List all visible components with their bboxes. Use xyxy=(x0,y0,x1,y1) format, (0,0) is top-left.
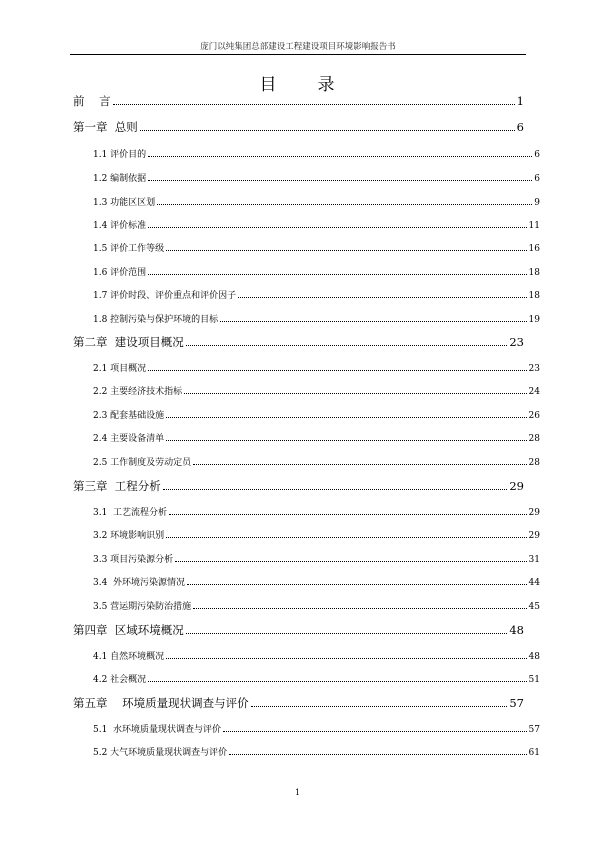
toc-section-entry[interactable] xyxy=(93,599,540,612)
toc-dot-leader xyxy=(238,297,526,298)
toc-entry-label: 2.2 主要经济技术指标 xyxy=(93,387,183,397)
toc-title-char-2: 录 xyxy=(317,75,336,95)
toc-entry-page: 6 xyxy=(534,150,540,160)
toc-dot-leader xyxy=(193,464,526,465)
toc-section-entry[interactable] xyxy=(93,147,540,160)
toc-section-entry[interactable] xyxy=(93,575,540,588)
toc-entry-page: 19 xyxy=(528,315,540,325)
toc-entry-page: 28 xyxy=(528,434,540,444)
toc-entry-page: 26 xyxy=(528,411,540,421)
toc-entry-label: 3.5 营运期污染防治措施 xyxy=(93,602,192,612)
toc-dot-leader xyxy=(163,489,508,490)
toc-section-entry[interactable] xyxy=(93,672,540,685)
toc-entry-page: 6 xyxy=(534,174,540,184)
toc-entry-label: 第二章 建设项目概况 xyxy=(73,335,184,349)
toc-entry-label: 1.7 评价时段、评价重点和评价因子 xyxy=(93,291,237,301)
toc-dot-leader xyxy=(166,658,526,659)
toc-entry-page: 51 xyxy=(528,675,540,685)
toc-dot-leader xyxy=(166,537,526,538)
toc-chapter-entry[interactable] xyxy=(73,119,524,135)
toc-entry-label: 1.8 控制污染与保护环境的目标 xyxy=(93,315,219,325)
toc-section-entry[interactable] xyxy=(93,722,540,735)
toc-entry-page: 24 xyxy=(528,387,540,397)
toc-section-entry[interactable] xyxy=(93,361,540,374)
toc-dot-leader xyxy=(186,345,508,346)
toc-section-entry[interactable] xyxy=(93,552,540,565)
toc-section-entry[interactable] xyxy=(93,384,540,397)
toc-dot-leader xyxy=(187,584,527,585)
toc-entry-label: 1.5 评价工作等级 xyxy=(93,244,165,254)
toc-entry-label: 第一章 总则 xyxy=(73,120,138,134)
toc-entry-label: 2.3 配套基础设施 xyxy=(93,411,165,421)
toc-entry-page: 1 xyxy=(516,94,524,108)
toc-dot-leader xyxy=(148,227,526,228)
toc-entry-label: 第三章 工程分析 xyxy=(73,479,161,493)
toc-section-entry[interactable] xyxy=(93,288,540,301)
toc-entry-page: 29 xyxy=(509,479,524,493)
toc-entry-label: 前 言 xyxy=(73,94,111,108)
toc-title xyxy=(0,70,595,95)
toc-entry-page: 61 xyxy=(528,748,540,758)
running-header: 庞门以纯集团总部建设工程建设项目环境影响报告书 xyxy=(200,42,396,52)
toc-dot-leader xyxy=(140,130,515,131)
toc-chapter-entry[interactable] xyxy=(73,622,524,638)
toc-entry-label: 5.2 大气环境质量现状调查与评价 xyxy=(93,748,228,758)
toc-dot-leader xyxy=(166,250,526,251)
toc-entry-page: 28 xyxy=(528,458,540,468)
toc-entry-label: 4.1 自然环境概况 xyxy=(93,652,165,662)
toc-dot-leader xyxy=(113,104,515,105)
toc-entry-page: 23 xyxy=(528,364,540,374)
toc-entry-label: 1.4 评价标准 xyxy=(93,221,147,231)
toc-section-entry[interactable] xyxy=(93,745,540,758)
toc-section-entry[interactable] xyxy=(93,455,540,468)
toc-section-entry[interactable] xyxy=(93,241,540,254)
toc-dot-leader xyxy=(169,514,527,515)
toc-entry-label: 1.1 评价目的 xyxy=(93,150,147,160)
header-rule xyxy=(70,54,526,55)
toc-dot-leader xyxy=(223,731,527,732)
toc-dot-leader xyxy=(251,706,508,707)
toc-entry-page: 18 xyxy=(528,291,540,301)
toc-section-entry[interactable] xyxy=(93,218,540,231)
toc-entry-label: 5.1 水环境质量现状调查与评价 xyxy=(93,725,222,735)
toc-entry-label: 1.2 编制依据 xyxy=(93,174,147,184)
toc-entry-page: 11 xyxy=(528,221,540,231)
toc-dot-leader xyxy=(184,393,526,394)
toc-chapter-entry[interactable] xyxy=(73,93,524,109)
toc-dot-leader xyxy=(186,633,508,634)
toc-entry-page: 45 xyxy=(528,602,540,612)
toc-section-entry[interactable] xyxy=(93,408,540,421)
toc-chapter-entry[interactable] xyxy=(73,695,524,711)
toc-entry-page: 57 xyxy=(528,725,540,735)
toc-section-entry[interactable] xyxy=(93,195,540,208)
toc-entry-page: 16 xyxy=(528,244,540,254)
toc-entry-label: 3.2 环境影响识别 xyxy=(93,531,165,541)
toc-dot-leader xyxy=(166,440,526,441)
toc-entry-page: 48 xyxy=(528,652,540,662)
toc-entry-page: 29 xyxy=(528,508,540,518)
toc-entry-label: 3.4 外环境污染源情况 xyxy=(93,578,186,588)
toc-title-char-1: 目 xyxy=(259,75,278,95)
toc-dot-leader xyxy=(148,274,526,275)
toc-dot-leader xyxy=(148,180,532,181)
toc-dot-leader xyxy=(220,321,526,322)
toc-entry-page: 44 xyxy=(528,578,540,588)
toc-dot-leader xyxy=(229,754,526,755)
toc-entry-label: 3.1 工艺流程分析 xyxy=(93,508,168,518)
toc-entry-label: 4.2 社会概况 xyxy=(93,675,147,685)
toc-dot-leader xyxy=(166,417,526,418)
toc-section-entry[interactable] xyxy=(93,505,540,518)
toc-chapter-entry[interactable] xyxy=(73,478,524,494)
toc-dot-leader xyxy=(193,608,526,609)
toc-entry-label: 2.5 工作制度及劳动定员 xyxy=(93,458,192,468)
toc-entry-label: 3.3 项目污染源分析 xyxy=(93,555,174,565)
toc-chapter-entry[interactable] xyxy=(73,334,524,350)
toc-entry-page: 29 xyxy=(528,531,540,541)
toc-dot-leader xyxy=(157,204,532,205)
page-number: 1 xyxy=(294,788,301,797)
toc-entry-label: 2.1 项目概况 xyxy=(93,364,147,374)
toc-entry-page: 18 xyxy=(528,268,540,278)
toc-dot-leader xyxy=(148,370,526,371)
toc-entry-page: 57 xyxy=(509,696,524,710)
toc-entry-page: 48 xyxy=(509,623,524,637)
toc-section-entry[interactable] xyxy=(93,528,540,541)
toc-entry-page: 9 xyxy=(534,198,540,208)
toc-dot-leader xyxy=(148,156,532,157)
toc-entry-label: 第四章 区域环境概况 xyxy=(73,623,184,637)
toc-entry-label: 1.3 功能区区划 xyxy=(93,198,156,208)
toc-section-entry[interactable] xyxy=(93,649,540,662)
toc-section-entry[interactable] xyxy=(93,312,540,325)
toc-entry-label: 2.4 主要设备清单 xyxy=(93,434,165,444)
toc-dot-leader xyxy=(148,681,526,682)
toc-dot-leader xyxy=(175,561,526,562)
toc-entry-page: 31 xyxy=(528,555,540,565)
toc-entry-label: 1.6 评价范围 xyxy=(93,268,147,278)
toc-section-entry[interactable] xyxy=(93,265,540,278)
toc-section-entry[interactable] xyxy=(93,171,540,184)
toc-entry-page: 6 xyxy=(516,120,524,134)
toc-section-entry[interactable] xyxy=(93,431,540,444)
toc-entry-label: 第五章 环境质量现状调查与评价 xyxy=(73,696,249,710)
toc-entry-page: 23 xyxy=(509,335,524,349)
